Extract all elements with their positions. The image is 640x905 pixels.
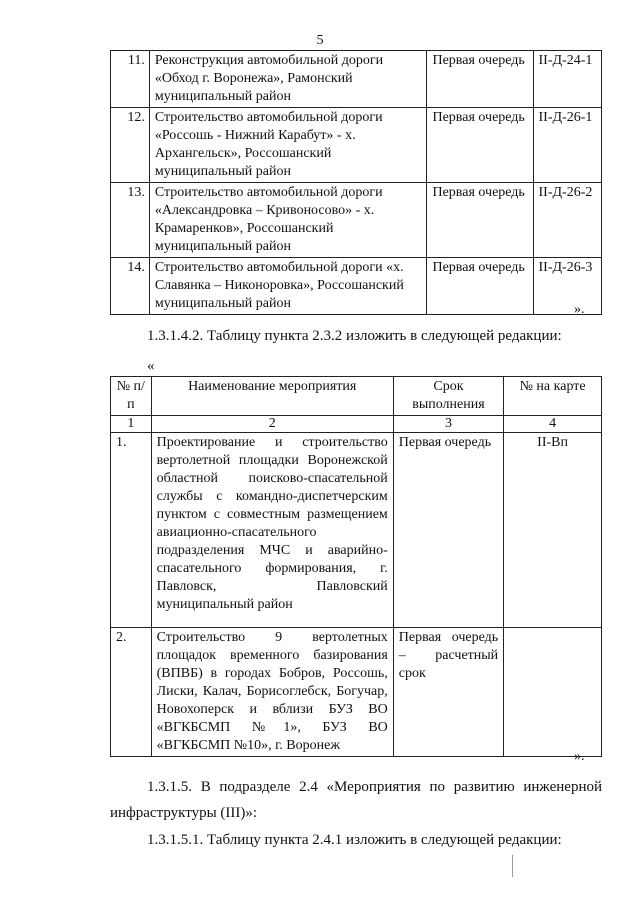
row-map-code: II-Вп bbox=[504, 433, 602, 628]
table-row bbox=[111, 628, 602, 757]
row-number: 12. bbox=[111, 108, 150, 183]
row-term: Первая очередь bbox=[393, 433, 503, 628]
index-cell: 2 bbox=[151, 416, 393, 433]
header-number: № п/п bbox=[111, 377, 152, 416]
row-name: Реконструкция автомобильной дороги «Обход г. Воронежа», Рамонский муниципальный район bbox=[149, 51, 427, 108]
header-term: Срок выполнения bbox=[393, 377, 503, 416]
table-row bbox=[111, 183, 602, 258]
table-index-row bbox=[111, 416, 602, 433]
row-name: Строительство автомобильной дороги «Александровка – Кривоносово» - х. Крамаренков», Россошанский муниципальный район bbox=[149, 183, 427, 258]
row-map-code: II-Д-26-3 bbox=[533, 258, 602, 315]
page-number: 5 bbox=[316, 33, 324, 48]
row-number: 2. bbox=[111, 628, 152, 757]
paragraph-1-3-1-4-2: 1.3.1.4.2. Таблицу пункта 2.3.2 изложить в следующей редакции: bbox=[147, 328, 562, 344]
paragraph-1-3-1-5: 1.3.1.5. В подразделе 2.4 «Мероприятия по развитию инженерной инфраструктуры (III)»: bbox=[110, 779, 602, 821]
row-number: 13. bbox=[111, 183, 150, 258]
index-cell: 4 bbox=[504, 416, 602, 433]
row-term: Первая очередь bbox=[427, 258, 533, 315]
index-cell: 1 bbox=[111, 416, 152, 433]
table-row bbox=[111, 108, 602, 183]
row-name: Строительство автомобильной дороги «х. Славянка – Никоноровка», Россошанский муниципальный район bbox=[149, 258, 427, 315]
row-term: Первая очередь – расчетный срок bbox=[393, 628, 503, 757]
helipads-table bbox=[110, 376, 602, 757]
closing-quote: ». bbox=[574, 302, 585, 317]
opening-quote: « bbox=[147, 358, 155, 374]
row-map-code: II-Д-26-2 bbox=[533, 183, 602, 258]
row-name: Проектирование и строительство вертолетной площадки Воронежской областной поисково-спасательной службы с командно-диспетчерским пунктом с совместным размещением авиационно-спасательного подразделения МЧС и аварийно-спасательного формирования, г. Павловск, Павловский муниципальный район bbox=[151, 433, 393, 628]
row-map-code bbox=[504, 628, 602, 757]
row-number: 14. bbox=[111, 258, 150, 315]
row-term: Первая очередь bbox=[427, 108, 533, 183]
table-row bbox=[111, 51, 602, 108]
header-name: Наименование мероприятия bbox=[151, 377, 393, 416]
row-map-code: II-Д-24-1 bbox=[533, 51, 602, 108]
row-number: 11. bbox=[111, 51, 150, 108]
row-term: Первая очередь bbox=[427, 183, 533, 258]
header-map-code: № на карте bbox=[504, 377, 602, 416]
table-row bbox=[111, 433, 602, 628]
index-cell: 3 bbox=[393, 416, 503, 433]
row-map-code: II-Д-26-1 bbox=[533, 108, 602, 183]
roads-table bbox=[110, 50, 602, 315]
row-name: Строительство автомобильной дороги «Россошь - Нижний Карабут» - х. Архангельск», Россошанский муниципальный район bbox=[149, 108, 427, 183]
margin-mark bbox=[512, 855, 513, 877]
closing-quote: ». bbox=[574, 749, 585, 764]
table-header-row bbox=[111, 377, 602, 416]
row-term: Первая очередь bbox=[427, 51, 533, 108]
row-name: Строительство 9 вертолетных площадок временного базирования (ВПВБ) в городах Бобров, Россошь, Лиски, Калач, Борисоглебск, Богучар, Новохоперск и вблизи БУЗ ВО «ВГКБСМП №1», БУЗ ВО «ВГКБСМП №10», г. Воронеж bbox=[151, 628, 393, 757]
paragraph-1-3-1-5-1: 1.3.1.5.1. Таблицу пункта 2.4.1 изложить в следующей редакции: bbox=[147, 832, 562, 848]
row-number: 1. bbox=[111, 433, 152, 628]
table-row bbox=[111, 258, 602, 315]
